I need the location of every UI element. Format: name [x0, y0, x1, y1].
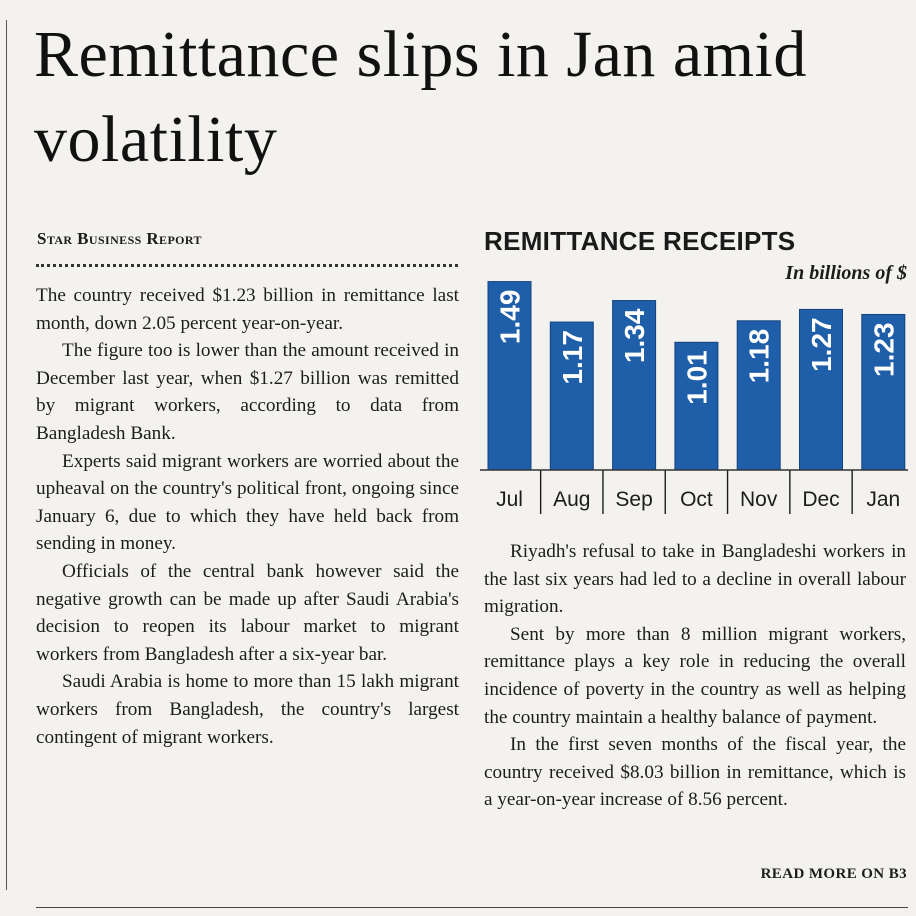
tick-label-oct: Oct: [680, 488, 713, 511]
article-left-column: [36, 282, 459, 751]
paragraph: Saudi Arabia is home to more than 15 lakh migrant workers from Bangladesh, the country's largest contingent of migrant workers.: [36, 671, 459, 748]
tick-label-nov: Nov: [740, 488, 778, 511]
headline: Remittance slips in Jan amid volatility: [34, 18, 807, 176]
read-more-link[interactable]: READ MORE ON B3: [760, 866, 907, 882]
chart-unit-label: In billions of $: [785, 262, 907, 284]
remittance-bar-chart: [480, 268, 910, 526]
bottom-rule: [36, 907, 908, 908]
data-label-jan: 1.23: [868, 322, 900, 377]
data-label-aug: 1.17: [556, 330, 588, 385]
dotted-divider: [36, 264, 458, 267]
chart-title: REMITTANCE RECEIPTS: [484, 226, 796, 256]
byline: Star Business Report: [37, 229, 202, 248]
article-right-column: [484, 538, 906, 814]
paragraph: Experts said migrant workers are worried about the upheaval on the country's political front, ongoing since January 6, due to which they have held back from sending in money.: [36, 450, 459, 555]
paragraph: The country received $1.23 billion in remittance last month, down 2.05 percent year-on-year.: [36, 285, 459, 334]
tick-label-dec: Dec: [802, 488, 840, 511]
paragraph: In the first seven months of the fiscal year, the country received $8.03 billion in remittance, which is a year-on-year increase of 8.56 percent.: [484, 734, 906, 811]
tick-label-aug: Aug: [553, 488, 591, 511]
data-label-nov: 1.18: [743, 328, 775, 384]
data-label-oct: 1.01: [681, 350, 713, 405]
data-label-dec: 1.27: [806, 317, 837, 372]
data-label-sep: 1.34: [619, 308, 651, 364]
paragraph: Officials of the central bank however said the negative growth can be made up after Saudi Arabia's decision to reopen its labour market to migrant workers from Bangladesh after a six-year bar.: [36, 560, 459, 665]
tick-label-sep: Sep: [615, 488, 653, 511]
tick-label-jan: Jan: [866, 488, 901, 511]
paragraph: Riyadh's refusal to take in Bangladeshi workers in the last six years had led to a decline in overall labour migration.: [484, 541, 906, 618]
paragraph: The figure too is lower than the amount received in December last year, when $1.27 billion was remitted by migrant workers, according to data from Bangladesh Bank.: [36, 340, 459, 444]
data-label-jul: 1.49: [494, 289, 526, 345]
paragraph: Sent by more than 8 million migrant workers, remittance plays a key role in reducing the overall incidence of poverty in the country as well as helping the country maintain a healthy balance of payment.: [484, 623, 906, 728]
tick-label-jul: Jul: [496, 488, 523, 511]
column-rule-left: [6, 20, 7, 890]
